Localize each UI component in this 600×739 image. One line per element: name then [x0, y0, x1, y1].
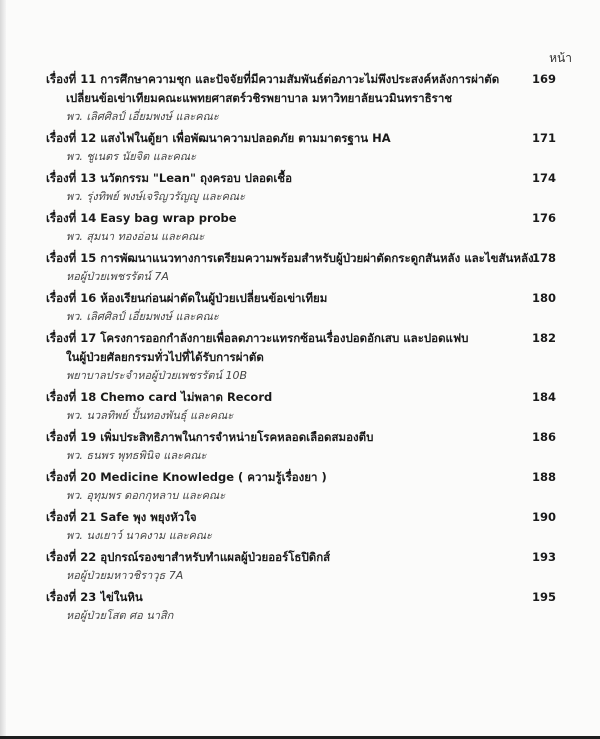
entry-page-number: 171	[531, 131, 556, 145]
entry-heading	[46, 249, 556, 268]
entry-number: เรื่องที่ 18	[46, 390, 97, 404]
entry-author: พว. อุทุมพร ดอกกุหลาบ และคณะ	[66, 489, 226, 502]
entry-author: พว. เลิศศิลป์ เอี่ยมพงษ์ และคณะ	[66, 310, 219, 323]
entry-author: พว. สุมนา ทองอ่อน และคณะ	[66, 230, 205, 243]
table-of-contents	[46, 70, 556, 628]
entry-number: เรื่องที่ 15	[46, 251, 97, 265]
toc-entry	[46, 388, 556, 425]
entry-number: เรื่องที่ 20	[46, 470, 97, 484]
entry-title: Chemo card ไม่พลาด Record	[100, 390, 273, 404]
entry-title: อุปกรณ์รองขาสำหรับทำแผลผู้ป่วยออร์โธปิดิกส์	[100, 550, 331, 564]
entry-author: หอผู้ป่วยเพชรรัตน์ 7A	[66, 270, 169, 283]
toc-entry	[46, 588, 556, 625]
entry-title: การพัฒนาแนวทางการเตรียมความพร้อมสำหรับผู้ป่วยผ่าตัดกระดูกสันหลัง และไขสันหลัง	[100, 251, 534, 265]
toc-entry	[46, 329, 556, 385]
toc-entry	[46, 70, 556, 126]
entry-number: เรื่องที่ 19	[46, 430, 97, 444]
entry-page-number: 188	[531, 470, 556, 484]
entry-page-number: 174	[531, 171, 556, 185]
toc-entry	[46, 289, 556, 326]
entry-title: Medicine Knowledge ( ความรู้เรื่องยา )	[100, 470, 327, 484]
entry-heading	[46, 548, 556, 567]
entry-author: พว. ชูเนตร นัยจิต และคณะ	[66, 150, 196, 163]
entry-title: ห้องเรียนก่อนผ่าตัดในผู้ป่วยเปลี่ยนข้อเข่าเทียม	[100, 291, 328, 305]
entry-heading	[46, 70, 556, 89]
entry-number: เรื่องที่ 11	[46, 72, 97, 86]
toc-entry	[46, 209, 556, 246]
entry-page-number: 193	[531, 550, 556, 564]
entry-author: พว. นวลทิพย์ ปั้นทองพันธุ์ และคณะ	[66, 409, 234, 422]
toc-entry	[46, 129, 556, 166]
entry-number: เรื่องที่ 17	[46, 331, 97, 345]
entry-number: เรื่องที่ 16	[46, 291, 97, 305]
entry-heading	[46, 329, 556, 348]
entry-title: โครงการออกกำลังกายเพื่อลดภาวะแทรกซ้อนเรื่องปอดอักเสบ และปอดแฟบ	[100, 331, 469, 345]
entry-number: เรื่องที่ 13	[46, 171, 97, 185]
entry-title-continuation: ในผู้ป่วยศัลยกรรมทั่วไปที่ได้รับการผ่าตัด	[66, 350, 264, 364]
entry-title: ไข่ในหิน	[100, 590, 143, 604]
entry-number: เรื่องที่ 22	[46, 550, 97, 564]
entry-author: พยาบาลประจำหอผู้ป่วยเพชรรัตน์ 10B	[66, 369, 248, 382]
entry-page-number: 186	[531, 430, 556, 444]
toc-entry	[46, 468, 556, 505]
entry-number: เรื่องที่ 12	[46, 131, 97, 145]
toc-entry	[46, 548, 556, 585]
entry-page-number: 180	[531, 291, 556, 305]
entry-heading	[46, 588, 556, 607]
entry-title: Easy bag wrap probe	[100, 211, 237, 225]
entry-number: เรื่องที่ 21	[46, 510, 97, 524]
entry-heading	[46, 468, 556, 487]
entry-page-number: 184	[531, 390, 556, 404]
toc-entry	[46, 428, 556, 465]
entry-title: Safe พุง พยุงหัวใจ	[100, 510, 197, 524]
entry-heading	[46, 508, 556, 527]
entry-page-number: 169	[531, 72, 556, 86]
entry-title: แสงไฟในตู้ยา เพื่อพัฒนาความปลอดภัย ตามมาตรฐาน HA	[100, 131, 391, 145]
entry-title-continuation: เปลี่ยนข้อเข่าเทียมคณะแพทยศาสตร์วชิรพยาบาล มหาวิทยาลัยนวมินทราธิราช	[66, 91, 453, 105]
entry-number: เรื่องที่ 14	[46, 211, 97, 225]
page-column-label: หน้า	[549, 51, 572, 65]
entry-author: พว. ธนพร พุทธพินิจ และคณะ	[66, 449, 207, 462]
entry-title: การศึกษาความชุก และปัจจัยที่มีความสัมพันธ์ต่อภาวะไม่พึงประสงค์หลังการผ่าตัด	[100, 72, 500, 86]
entry-heading	[46, 428, 556, 447]
entry-title: นวัตกรรม "Lean" ถุงครอบ ปลอดเชื้อ	[100, 171, 293, 185]
toc-entry	[46, 508, 556, 545]
entry-heading	[46, 209, 556, 228]
entry-author: หอผู้ป่วยโสต ศอ นาสิก	[66, 609, 174, 622]
entry-title: เพิ่มประสิทธิภาพในการจำหน่ายโรคหลอดเลือดสมองตีบ	[100, 430, 374, 444]
entry-page-number: 195	[531, 590, 556, 604]
entry-number: เรื่องที่ 23	[46, 590, 97, 604]
toc-entry	[46, 249, 556, 286]
entry-author: พว. นงเยาว์ นาคงาม และคณะ	[66, 529, 212, 542]
entry-page-number: 182	[531, 331, 556, 345]
entry-author: พว. รุ่งทิพย์ พงษ์เจริญวรัญญู และคณะ	[66, 190, 246, 203]
entry-page-number: 178	[531, 251, 556, 265]
page-edge-shadow	[0, 0, 6, 739]
entry-heading	[46, 289, 556, 308]
entry-heading	[46, 388, 556, 407]
entry-author: พว. เลิศศิลป์ เอี่ยมพงษ์ และคณะ	[66, 110, 219, 123]
entry-heading	[46, 129, 556, 148]
toc-entry	[46, 169, 556, 206]
entry-author: หอผู้ป่วยมหาวชิราวุธ 7A	[66, 569, 184, 582]
entry-heading	[46, 169, 556, 188]
entry-page-number: 176	[531, 211, 556, 225]
entry-page-number: 190	[531, 510, 556, 524]
